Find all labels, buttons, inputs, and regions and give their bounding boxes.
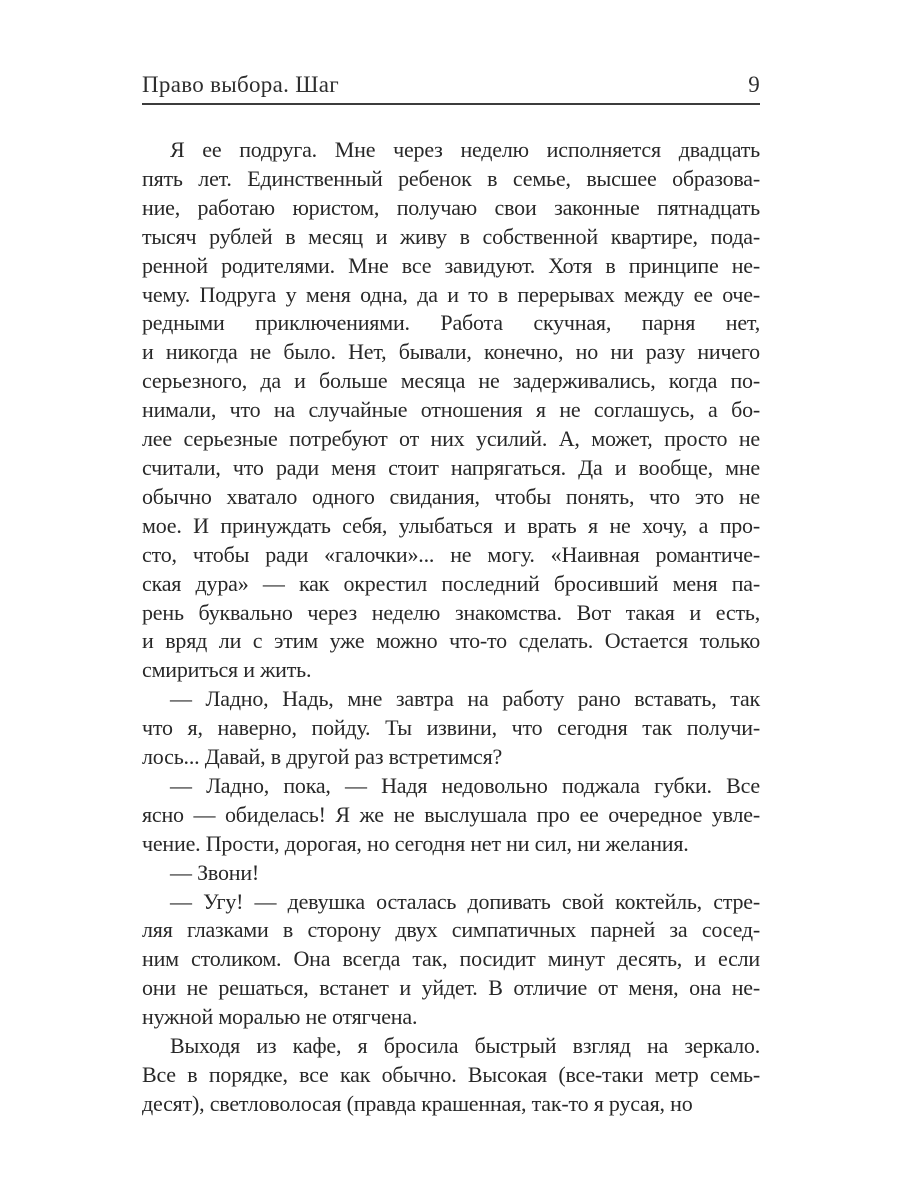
- text-line: лее серьезные потребуют от них усилий. А, может, просто не: [142, 426, 760, 452]
- running-header: [142, 73, 760, 97]
- text-line: Все в порядке, все как обычно. Высокая (все-таки метр семь-: [142, 1062, 760, 1087]
- text-line: ним столиком. Она всегда так, посидит минут десять, и если: [142, 946, 760, 972]
- text-line: рень буквально через неделю знакомства. Вот такая и есть,: [142, 599, 760, 625]
- text-line: серьезного, да и больше месяца не задерживались, когда по-: [142, 368, 760, 394]
- paragraph: [142, 136, 760, 685]
- text-line: обычно хватало одного свидания, чтобы понять, что это не: [142, 483, 760, 509]
- text-line: сто, чтобы ради «галочки»... не могу. «Наивная романтиче-: [142, 541, 760, 567]
- text-line: чение. Прости, дорогая, но сегодня нет ни сил, ни желания.: [142, 830, 689, 856]
- paragraph: [142, 1032, 760, 1119]
- text-line: чему. Подруга у меня одна, да и то в перерывах между ее оче-: [142, 281, 760, 307]
- text-line: ренной родителями. Мне все завидуют. Хотя в принципе не-: [142, 252, 760, 278]
- text-line: лось... Давай, в другой раз встретимся?: [142, 744, 503, 770]
- text-line: пять лет. Единственный ребенок в семье, высшее образова-: [142, 165, 760, 191]
- text-line: тысяч рублей в месяц и живу в собственной квартире, пода-: [142, 223, 760, 249]
- text-line: ние, работаю юристом, получаю свои законные пятнадцать: [142, 194, 760, 220]
- paragraph: [142, 772, 760, 859]
- text-line: считали, что ради меня стоит напрягаться. Да и вообще, мне: [142, 454, 760, 480]
- text-line: — Ладно, пока, — Надя недовольно поджала губки. Все: [170, 772, 760, 798]
- text-line: что я, наверно, пойду. Ты извини, что сегодня так получи-: [142, 715, 760, 741]
- text-line: нужной моралью не отягчена.: [142, 1004, 418, 1030]
- text-line: мое. И принуждать себя, улыбаться и врать я не хочу, а про-: [142, 512, 760, 538]
- paragraph: [142, 859, 760, 888]
- text-line: Я ее подруга. Мне через неделю исполняется двадцать: [170, 137, 760, 162]
- text-line: и вряд ли с этим уже можно что-то сделать. Остается только: [142, 628, 760, 654]
- header-divider: [142, 103, 760, 105]
- text-line: десят), светловолосая (правда крашенная, так-то я русая, но: [142, 1090, 693, 1116]
- text-line: и никогда не было. Нет, бывали, конечно, но ни разу ничего: [142, 339, 760, 365]
- text-line: ляя глазками в сторону двух симпатичных парней за сосед-: [142, 917, 760, 943]
- text-line: редными приключениями. Работа скучная, парня нет,: [142, 310, 760, 336]
- body-text: [142, 136, 760, 1119]
- text-line: — Угу! — девушка осталась допивать свой коктейль, стре-: [170, 888, 760, 914]
- text-line: — Ладно, Надь, мне завтра на работу рано вставать, так: [170, 686, 760, 712]
- paragraph: [142, 888, 760, 1033]
- text-line: ская дура» — как окрестил последний бросивший меня па-: [142, 570, 760, 596]
- text-line: смириться и жить.: [142, 657, 312, 683]
- text-line: они не решаться, встанет и уйдет. В отличие от меня, она не-: [142, 975, 760, 1001]
- running-header-title: Право выбора. Шаг: [142, 72, 339, 97]
- text-line: — Звони!: [170, 859, 260, 885]
- page-number: 9: [748, 72, 760, 97]
- text-line: ясно — обиделась! Я же не выслушала про ее очередное увле-: [142, 801, 760, 827]
- text-line: нимали, что на случайные отношения я не соглашусь, а бо-: [142, 397, 760, 423]
- paragraph: [142, 685, 760, 772]
- text-line: Выходя из кафе, я бросила быстрый взгляд на зеркало.: [170, 1033, 760, 1059]
